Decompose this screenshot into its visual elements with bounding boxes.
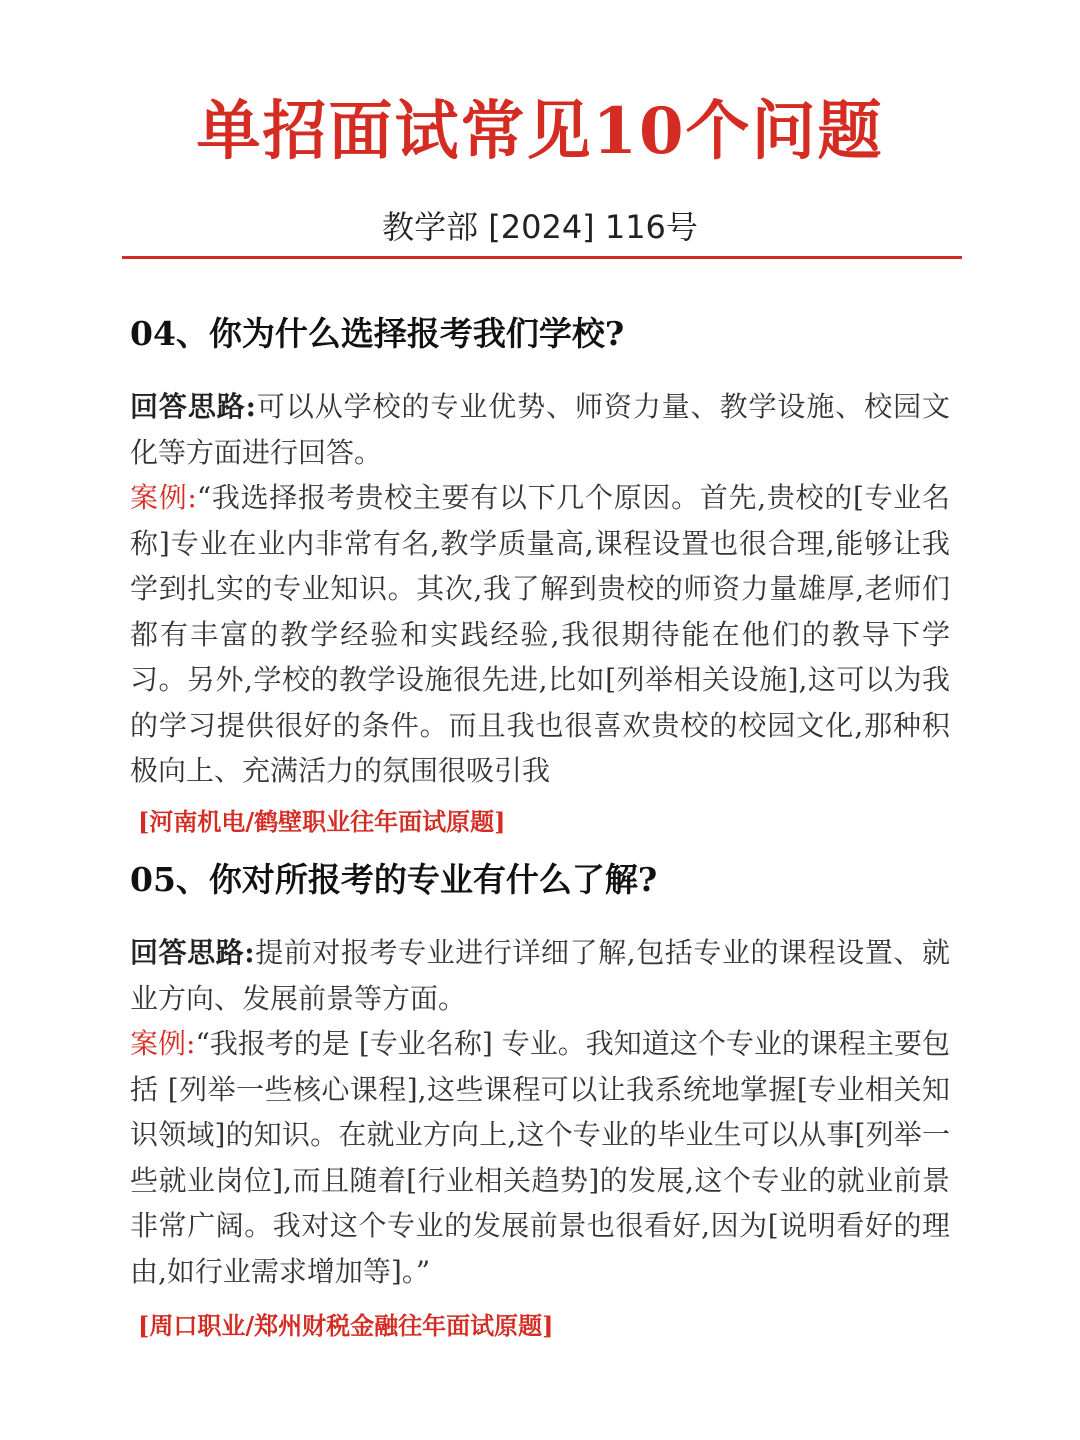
answer-idea-text: 提前对报考专业进行详细了解,包括专业的课程设置、就业方向、发展前景等方面。 — [130, 936, 950, 1015]
page-title: 单招面试常见10个问题 — [196, 94, 884, 169]
question-section-04 — [130, 312, 950, 840]
question-section-05 — [130, 858, 950, 1344]
answer-idea-paragraph — [130, 384, 950, 475]
answer-idea-label: 回答思路: — [130, 936, 255, 969]
case-text: “我选择报考贵校主要有以下几个原因。首先,贵校的[专业名称]专业在业内非常有名,教学质量高,课程设置也很合理,能够让我学到扎实的专业知识。其次,我了解到贵校的师资力量雄厚,老师们都有丰富的教学经验和实践经验,我很期待能在他们的教导下学习。另外,学校的教学设施很先进,比如[列举相关设施],这可以为我的学习提供很好的条件。而且我也很喜欢贵校的校园文化,那种积极向上、充满活力的氛围很吸引我 — [130, 481, 950, 787]
answer-idea-paragraph — [130, 930, 950, 1021]
case-paragraph — [130, 1021, 950, 1294]
case-label: 案例: — [130, 1027, 196, 1060]
question-title: 04、你为什么选择报考我们学校? — [130, 314, 625, 353]
answer-idea-label: 回答思路: — [130, 390, 256, 423]
source-note: [周口职业/郑州财税金融往年面试原题] — [138, 1311, 554, 1340]
case-paragraph — [130, 475, 950, 794]
case-text: “我报考的是 [专业名称] 专业。我知道这个专业的课程主要包括 [列举一些核心课程],这些课程可以让我系统地掌握[专业相关知识领域]的知识。在就业方向上,这个专业的毕业生可以从事[列举一些就业岗位],而且随着[行业相关趋势]的发展,这个专业的就业前景非常广阔。我对这个专业的发展前景也很看好,因为[说明看好的理由,如行业需求增加等]。” — [130, 1027, 951, 1288]
document-number: 教学部 [2024] 116号 — [382, 208, 698, 246]
source-note: [河南机电/鹤壁职业往年面试原题] — [138, 806, 506, 836]
answer-idea-text: 可以从学校的专业优势、师资力量、教学设施、校园文化等方面进行回答。 — [130, 390, 950, 469]
question-title: 05、你对所报考的专业有什么了解? — [130, 860, 658, 899]
case-label: 案例: — [130, 481, 197, 514]
header-divider — [122, 256, 962, 259]
